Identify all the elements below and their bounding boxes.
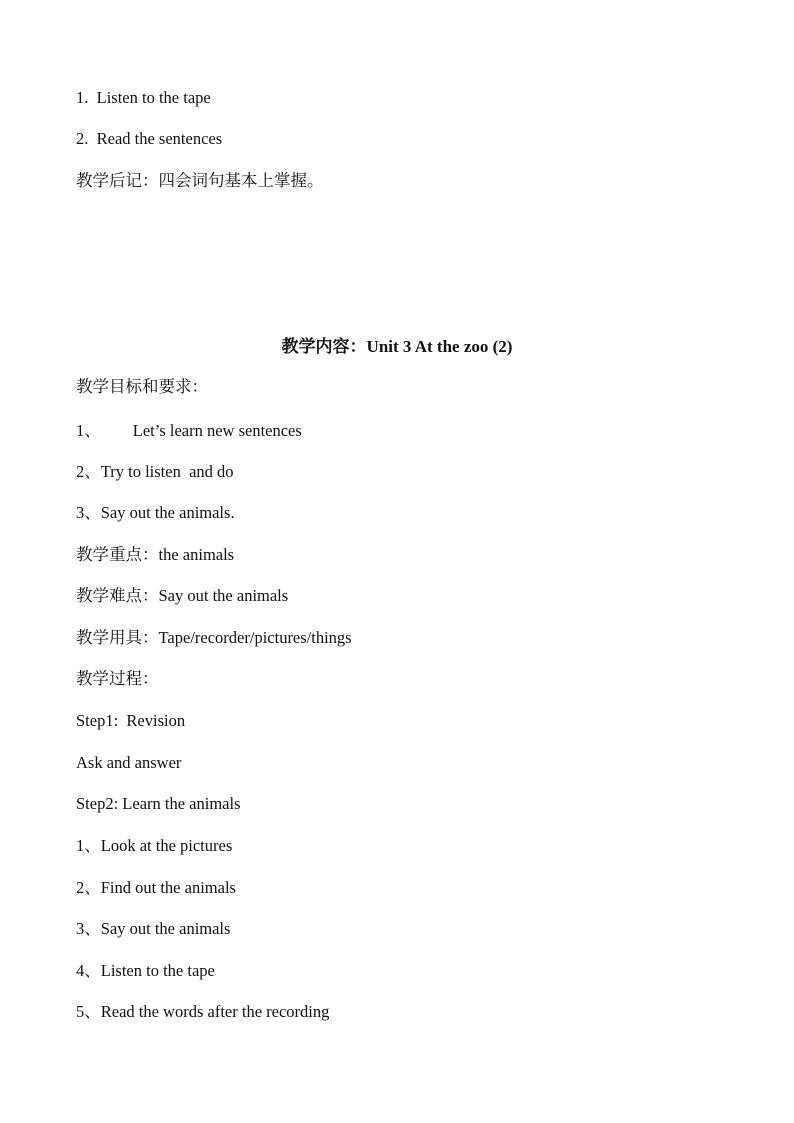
objective-item bbox=[76, 462, 234, 482]
objective-text: Let’s learn new sentences bbox=[132, 421, 302, 440]
objective-item bbox=[76, 421, 302, 441]
step2-item: 5、Read the words after the recording bbox=[76, 1002, 330, 1021]
objective-text: Say out the animals. bbox=[100, 503, 235, 522]
objective-number: 1、 bbox=[76, 421, 101, 440]
process-heading: 教学过程： bbox=[76, 669, 159, 688]
materials: 教学用具：Tape/recorder/pictures/things bbox=[76, 628, 352, 647]
step2-item: 4、Listen to the tape bbox=[76, 961, 215, 980]
objective-number: 3、 bbox=[76, 503, 101, 522]
list-item: 1. Listen to the tape bbox=[76, 88, 211, 107]
lesson-title: 教学内容：Unit 3 At the zoo (2) bbox=[281, 337, 513, 356]
step2-item: 3、Say out the animals bbox=[76, 919, 231, 938]
objectives-heading: 教学目标和要求： bbox=[76, 377, 208, 396]
objective-number: 2、 bbox=[76, 462, 101, 481]
list-item: 2. Read the sentences bbox=[76, 129, 223, 148]
objective-item bbox=[76, 503, 235, 523]
teaching-postscript: 教学后记：四会词句基本上掌握。 bbox=[76, 171, 324, 190]
difficulty: 教学难点：Say out the animals bbox=[76, 586, 289, 605]
key-point: 教学重点：the animals bbox=[76, 545, 235, 564]
step1-text: Ask and answer bbox=[76, 753, 182, 772]
step2-title: Step2: Learn the animals bbox=[76, 794, 241, 813]
step2-item: 2、Find out the animals bbox=[76, 878, 236, 897]
objective-text: Try to listen and do bbox=[100, 462, 234, 481]
step1-title: Step1: Revision bbox=[76, 711, 186, 730]
step2-item: 1、Look at the pictures bbox=[76, 836, 233, 855]
